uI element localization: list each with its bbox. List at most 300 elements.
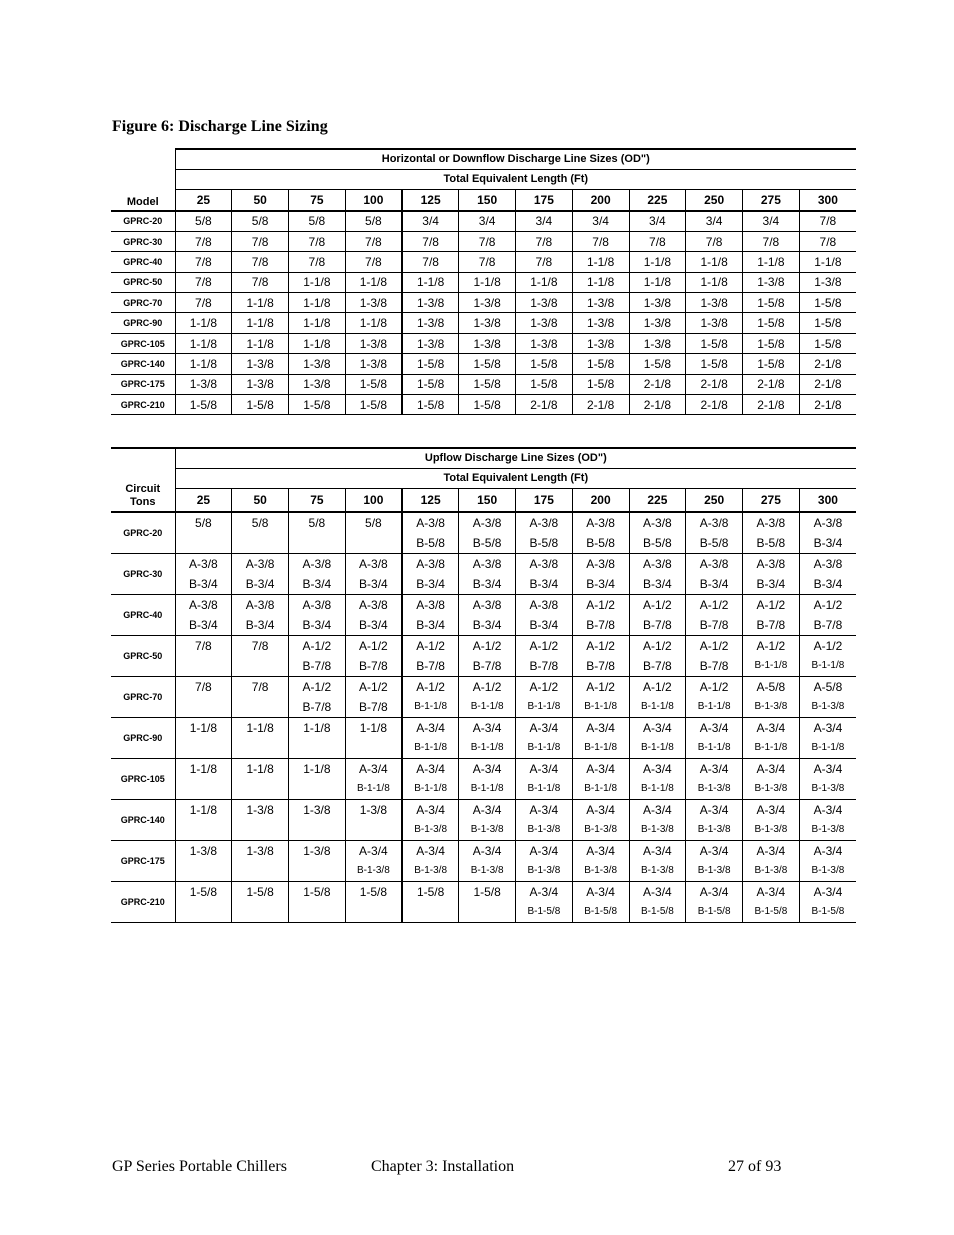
table2-value-cell — [686, 677, 743, 718]
table2-value-stack — [743, 718, 799, 758]
table2-value-cell — [402, 554, 459, 595]
table2-value-line-a: A-3/8 — [189, 598, 218, 612]
table2-value-stack — [743, 636, 799, 676]
table2-value-line-a: A-3/4 — [813, 721, 843, 735]
table1-value-cell: 7/8 — [232, 272, 289, 292]
table2-value-stack — [176, 677, 232, 717]
table1-value-cell: 1-5/8 — [686, 354, 743, 374]
table2-corner — [111, 448, 175, 468]
table2-value-line-b: B-7/8 — [416, 659, 445, 673]
table2-value-cell — [175, 718, 232, 759]
table2-value-stack — [289, 841, 345, 881]
table2-value-line-b: B-5/8 — [699, 536, 729, 550]
table2-value-cell — [799, 759, 856, 800]
table2-value-line-a: A-3/4 — [643, 885, 672, 899]
table2-value-line-a: A-3/8 — [416, 598, 445, 612]
table2-row — [111, 554, 856, 595]
table2-value-stack — [686, 800, 742, 840]
table1-model-cell: GPRC-30 — [111, 231, 175, 251]
table2-value-line-a: A-3/4 — [699, 885, 729, 899]
table2-value-line-b: B-1-1/8 — [640, 701, 674, 712]
table2-value-stack — [743, 513, 799, 553]
table2-value-line-b: B-3/4 — [189, 577, 218, 591]
table1-row — [111, 313, 856, 333]
table2-row — [111, 595, 856, 636]
table2-value-line-b: B-3/4 — [245, 577, 275, 591]
table2-value-stack — [573, 841, 629, 881]
table1-value-cell: 1-5/8 — [572, 374, 629, 394]
table1-row — [111, 231, 856, 251]
table1-value-cell: 1-3/8 — [345, 354, 402, 374]
table2-value-stack — [459, 595, 515, 635]
table2-value-line-a: A-3/4 — [813, 885, 843, 899]
table2-value-cell — [459, 554, 516, 595]
table1-value-cell: 1-1/8 — [175, 313, 232, 333]
table2-value-cell — [516, 677, 573, 718]
table2-value-line-b: B-1-3/8 — [527, 824, 561, 835]
table2-value-line-a: A-3/4 — [586, 803, 615, 817]
table1-length-header: 150 — [459, 189, 516, 211]
table1-subtitle: Total Equivalent Length (Ft) — [175, 169, 856, 189]
table1-value-cell: 1-1/8 — [345, 313, 402, 333]
table2-value-stack — [516, 718, 572, 758]
table2-value-stack — [403, 841, 458, 881]
table2-model-cell: GPRC-175 — [111, 841, 175, 882]
table1-value-cell: 1-5/8 — [799, 333, 856, 353]
table2-value-stack — [176, 595, 232, 635]
table2-value-line-b: B-1-1/8 — [414, 701, 448, 712]
table2-value-line-a: A-3/4 — [699, 762, 729, 776]
table2-value-cell — [402, 841, 459, 882]
table1-value-cell: 2-1/8 — [743, 395, 800, 415]
table1-value-cell: 1-3/8 — [799, 272, 856, 292]
table2-value-stack — [232, 636, 288, 676]
table2-value-line-a: A-3/8 — [245, 557, 275, 571]
table2-value-line-b: B-1-1/8 — [811, 660, 845, 671]
table2-value-cell — [459, 800, 516, 841]
table2-value-line-a: A-3/8 — [529, 557, 559, 571]
table2-length-header: 75 — [289, 488, 346, 512]
table2-value-cell — [572, 759, 629, 800]
table1-value-cell: 1-1/8 — [799, 252, 856, 272]
table1-value-cell: 1-3/8 — [459, 313, 516, 333]
table2-value-line-a: 1-5/8 — [246, 885, 274, 899]
table2-value-cell — [345, 800, 402, 841]
table2-model-cell: GPRC-70 — [111, 677, 175, 718]
table2-value-stack — [800, 513, 856, 553]
table2-value-line-a: A-3/4 — [643, 803, 672, 817]
table2-value-line-a: A-3/8 — [416, 516, 445, 530]
table1-value-cell: 5/8 — [175, 211, 232, 231]
table2-value-line-a: A-3/4 — [699, 803, 729, 817]
table2-value-cell — [175, 512, 232, 554]
table1-value-cell: 1-5/8 — [232, 395, 289, 415]
table2-value-stack — [630, 800, 686, 840]
table2-value-cell — [175, 554, 232, 595]
table2-value-stack — [630, 841, 686, 881]
table1-value-cell: 1-5/8 — [516, 354, 573, 374]
table1-row — [111, 211, 856, 231]
table2-value-line-b: B-7/8 — [359, 659, 388, 673]
table2-value-line-a: 1-3/8 — [189, 844, 218, 858]
table2-value-cell — [232, 636, 289, 677]
table2-value-cell — [232, 677, 289, 718]
table2-value-line-b: B-5/8 — [472, 536, 502, 550]
table2-value-cell — [345, 759, 402, 800]
table2-value-line-a: A-1/2 — [699, 680, 729, 694]
table2-value-line-a: A-3/8 — [699, 516, 729, 530]
table2-value-stack — [686, 595, 742, 635]
table2-value-stack — [232, 800, 288, 840]
table2-value-cell — [345, 512, 402, 554]
table2-value-line-b: B-5/8 — [586, 536, 615, 550]
table2-length-header: 225 — [629, 488, 686, 512]
table2-value-line-a: A-3/8 — [472, 598, 502, 612]
table2-value-line-a: 1-1/8 — [359, 721, 388, 735]
table2-value-line-a: 1-1/8 — [189, 803, 218, 817]
table1-value-cell: 3/4 — [686, 211, 743, 231]
table1-value-cell: 1-1/8 — [289, 333, 346, 353]
table2-value-stack — [232, 677, 288, 717]
table2-value-line-a: A-3/4 — [416, 844, 445, 858]
table2-model-cell: GPRC-140 — [111, 800, 175, 841]
table2-value-stack — [800, 636, 856, 676]
table1-value-cell: 3/4 — [629, 211, 686, 231]
table2-value-cell — [516, 595, 573, 636]
table2-value-cell — [629, 595, 686, 636]
table2-length-header: 150 — [459, 488, 516, 512]
table1-value-cell: 7/8 — [175, 252, 232, 272]
table2-length-header: 125 — [402, 488, 459, 512]
table1-value-cell: 1-5/8 — [799, 313, 856, 333]
table2-value-cell — [799, 512, 856, 554]
table2-value-line-a: A-3/8 — [359, 598, 388, 612]
table2-value-stack — [403, 677, 458, 717]
table2-value-line-b: B-1-5/8 — [811, 906, 845, 917]
table2-value-line-b: B-7/8 — [813, 618, 843, 632]
table2-value-stack — [176, 718, 232, 758]
table2-value-line-a: 1-3/8 — [246, 844, 274, 858]
table2-value-stack — [630, 759, 686, 799]
table2-value-stack — [403, 882, 458, 922]
table2-value-line-a: A-3/4 — [756, 803, 786, 817]
table2-value-stack — [686, 554, 742, 594]
table1-value-cell: 1-3/8 — [345, 333, 402, 353]
table1-length-row — [111, 189, 856, 211]
table1-value-cell: 1-3/8 — [686, 313, 743, 333]
table2-length-header: 175 — [516, 488, 573, 512]
table1-value-cell: 7/8 — [175, 293, 232, 313]
table2-value-stack — [232, 882, 288, 922]
table2-value-stack — [743, 677, 799, 717]
table2-value-cell — [289, 841, 346, 882]
table2-value-line-b: B-1-1/8 — [584, 742, 618, 753]
table2-value-stack — [403, 595, 458, 635]
table2-value-line-b: B-1-3/8 — [754, 865, 788, 876]
table2-value-line-a: A-3/4 — [756, 721, 786, 735]
table1-value-cell: 2-1/8 — [572, 395, 629, 415]
table2-value-stack — [800, 718, 856, 758]
table2-value-line-a: A-3/4 — [643, 844, 672, 858]
table2-value-stack — [459, 554, 515, 594]
table2-value-stack — [516, 841, 572, 881]
table1-value-cell: 1-1/8 — [232, 313, 289, 333]
table2-value-stack — [573, 718, 629, 758]
table2-row — [111, 677, 856, 718]
table2-value-stack — [573, 800, 629, 840]
table2-value-cell — [516, 800, 573, 841]
table2-row — [111, 718, 856, 759]
table1-value-cell: 1-3/8 — [516, 313, 573, 333]
table1-value-cell: 7/8 — [402, 231, 459, 251]
table2-value-line-b: B-3/4 — [302, 618, 332, 632]
table2-value-line-a: A-3/8 — [699, 557, 729, 571]
table2-value-cell — [743, 636, 800, 677]
table1-title-row — [111, 149, 856, 169]
table2-value-line-b: B-1-5/8 — [697, 906, 731, 917]
table2-value-cell — [232, 718, 289, 759]
table2-value-cell — [459, 595, 516, 636]
table2-value-line-b: B-3/4 — [416, 618, 445, 632]
table1-value-cell: 2-1/8 — [799, 395, 856, 415]
table2-value-line-b: B-1-3/8 — [811, 865, 845, 876]
table1-row — [111, 272, 856, 292]
table2-value-cell — [799, 595, 856, 636]
table1-value-cell: 2-1/8 — [799, 354, 856, 374]
table2-value-cell — [686, 718, 743, 759]
table2-value-cell — [402, 718, 459, 759]
table1-length-header: 225 — [629, 189, 686, 211]
table2-value-cell — [686, 759, 743, 800]
table2-value-line-b: B-1-1/8 — [754, 660, 788, 671]
table2-value-line-a: A-1/2 — [359, 680, 388, 694]
table2-length-header: 200 — [572, 488, 629, 512]
table2-value-cell — [799, 677, 856, 718]
table2-title-row — [111, 448, 856, 468]
table1-value-cell: 1-3/8 — [345, 293, 402, 313]
table2-value-line-a: A-1/2 — [699, 598, 729, 612]
table1-value-cell: 1-5/8 — [686, 333, 743, 353]
table2-value-cell — [516, 759, 573, 800]
table2-value-line-b: B-1-5/8 — [527, 906, 561, 917]
table2-value-line-b: B-1-1/8 — [584, 701, 618, 712]
table2-value-stack — [232, 718, 288, 758]
table2-value-stack — [459, 800, 515, 840]
table2-value-stack — [459, 513, 515, 553]
table2-value-line-a: A-3/4 — [699, 721, 729, 735]
table2-value-cell — [686, 882, 743, 923]
table2-value-cell — [402, 512, 459, 554]
table1-value-cell: 1-3/8 — [572, 293, 629, 313]
table2-value-cell — [345, 595, 402, 636]
table2-value-line-b: B-3/4 — [586, 577, 615, 591]
table2-value-stack — [573, 513, 629, 553]
table1-value-cell: 2-1/8 — [799, 374, 856, 394]
table2-value-line-a: A-3/4 — [756, 762, 786, 776]
table2-value-stack — [686, 718, 742, 758]
table2-value-cell — [686, 636, 743, 677]
table2-value-line-a: 1-5/8 — [416, 885, 445, 899]
table1-value-cell: 1-3/8 — [629, 333, 686, 353]
table2-value-stack — [176, 800, 232, 840]
table2-value-cell — [629, 759, 686, 800]
table2-value-line-b: B-3/4 — [699, 577, 729, 591]
table2-value-stack — [403, 759, 458, 799]
table2-value-cell — [743, 677, 800, 718]
table2-value-cell — [516, 554, 573, 595]
table2-value-cell — [175, 595, 232, 636]
table2-value-stack — [800, 554, 856, 594]
table2-value-stack — [459, 718, 515, 758]
table2-value-cell — [516, 636, 573, 677]
table2-value-stack — [176, 636, 232, 676]
table1-value-cell: 1-3/8 — [459, 293, 516, 313]
table2-value-line-a: 1-5/8 — [473, 885, 501, 899]
table2-value-line-a: A-3/8 — [586, 557, 615, 571]
table1-length-header: 200 — [572, 189, 629, 211]
table2-value-line-b: B-7/8 — [586, 659, 615, 673]
table2-value-cell — [686, 554, 743, 595]
table2-value-cell — [232, 800, 289, 841]
table1-value-cell: 1-3/8 — [629, 313, 686, 333]
table2-value-cell — [459, 677, 516, 718]
table1-length-header: 100 — [345, 189, 402, 211]
table2-value-line-b: B-7/8 — [643, 659, 672, 673]
table1-value-cell: 1-3/8 — [459, 333, 516, 353]
table1-value-cell: 1-1/8 — [175, 354, 232, 374]
table2-length-header: 300 — [799, 488, 856, 512]
upflow-discharge-table — [111, 447, 856, 923]
table2-value-stack — [176, 513, 232, 553]
table2-value-stack — [403, 513, 458, 553]
table1-value-cell: 1-3/8 — [402, 293, 459, 313]
table2-header — [111, 448, 856, 512]
table2-value-cell — [743, 595, 800, 636]
table2-value-stack — [289, 882, 345, 922]
table2-value-line-a: 1-1/8 — [246, 762, 274, 776]
table2-value-cell — [799, 718, 856, 759]
table2-value-cell — [345, 841, 402, 882]
table2-value-line-b: B-3/4 — [529, 577, 559, 591]
table1-value-cell: 1-3/8 — [175, 374, 232, 394]
table2-length-header: 100 — [345, 488, 402, 512]
table2-value-cell — [799, 841, 856, 882]
table2-value-stack — [743, 595, 799, 635]
table2-value-cell — [232, 554, 289, 595]
table1-value-cell: 1-5/8 — [799, 293, 856, 313]
table2-value-line-b: B-1-1/8 — [640, 742, 674, 753]
table2-value-stack — [800, 800, 856, 840]
table2-value-line-b: B-1-1/8 — [527, 783, 561, 794]
table2-value-line-a: 1-3/8 — [303, 803, 331, 817]
footer-center: Chapter 3: Installation — [371, 1158, 515, 1175]
table1-value-cell: 7/8 — [686, 231, 743, 251]
table2-value-cell — [289, 677, 346, 718]
table1-value-cell: 1-1/8 — [232, 333, 289, 353]
table2-value-line-a: A-1/2 — [416, 639, 445, 653]
table1-row — [111, 374, 856, 394]
table2-value-stack — [289, 759, 345, 799]
table2-value-line-a: A-3/4 — [586, 844, 615, 858]
table2-value-line-a: 1-5/8 — [189, 885, 218, 899]
table2-value-stack — [403, 554, 458, 594]
table2-value-cell — [289, 512, 346, 554]
table2-value-line-b: B-7/8 — [586, 618, 615, 632]
table1-value-cell: 7/8 — [799, 231, 856, 251]
table2-value-line-b: B-7/8 — [302, 659, 332, 673]
table2-value-stack — [459, 841, 515, 881]
table2-value-line-a: A-1/2 — [302, 680, 332, 694]
table2-model-cell: GPRC-105 — [111, 759, 175, 800]
table2-value-line-a: A-3/4 — [529, 885, 559, 899]
table2-value-line-a: A-1/2 — [586, 680, 615, 694]
table2-model-cell: GPRC-50 — [111, 636, 175, 677]
table1-value-cell: 1-5/8 — [459, 354, 516, 374]
table1-header — [111, 149, 856, 211]
table2-value-line-a: A-1/2 — [416, 680, 445, 694]
table2-value-line-a: 1-1/8 — [303, 762, 331, 776]
table2-value-line-a: A-3/8 — [813, 516, 843, 530]
table1-length-header: 275 — [743, 189, 800, 211]
table1-value-cell: 1-1/8 — [232, 293, 289, 313]
table2-value-cell — [175, 759, 232, 800]
table1-value-cell: 5/8 — [289, 211, 346, 231]
table2-length-header: 50 — [232, 488, 289, 512]
table1-value-cell: 1-3/8 — [402, 313, 459, 333]
table2-value-cell — [743, 759, 800, 800]
table2-value-stack — [232, 513, 288, 553]
table2-value-line-a: A-3/8 — [529, 516, 559, 530]
table1-value-cell: 1-1/8 — [686, 252, 743, 272]
table2-value-stack — [573, 554, 629, 594]
table1-value-cell: 2-1/8 — [686, 395, 743, 415]
table1-value-cell: 1-3/8 — [232, 354, 289, 374]
table2-value-line-b: B-1-1/8 — [811, 742, 845, 753]
table2-value-line-b: B-7/8 — [699, 659, 729, 673]
table2-value-line-a: A-3/8 — [756, 557, 786, 571]
table2-value-cell — [629, 718, 686, 759]
table2-value-line-b: B-1-1/8 — [527, 701, 561, 712]
table2-value-line-a: A-3/4 — [813, 844, 843, 858]
table2-value-cell — [799, 882, 856, 923]
table1-value-cell: 1-5/8 — [459, 395, 516, 415]
table2-value-cell — [289, 882, 346, 923]
table2-value-line-b: B-3/4 — [643, 577, 672, 591]
table1-value-cell: 1-1/8 — [402, 272, 459, 292]
table2-value-line-a: A-3/4 — [359, 844, 388, 858]
table2-value-line-a: 7/8 — [195, 680, 212, 694]
table2-value-stack — [289, 718, 345, 758]
table2-value-line-a: 5/8 — [308, 516, 326, 530]
table2-value-line-a: A-5/8 — [756, 680, 786, 694]
table2-value-stack — [289, 636, 345, 676]
table2-value-cell — [459, 636, 516, 677]
table2-value-line-a: A-3/8 — [643, 557, 672, 571]
table2-value-line-b: B-1-3/8 — [640, 824, 674, 835]
table2-value-line-a: A-3/4 — [529, 721, 559, 735]
table1-corner-2 — [111, 169, 175, 189]
table2-value-line-a: A-3/4 — [586, 885, 615, 899]
table2-value-cell — [572, 554, 629, 595]
table2-value-stack — [743, 554, 799, 594]
table2-value-line-b: B-1-3/8 — [811, 701, 845, 712]
table2-value-line-a: A-3/8 — [472, 516, 502, 530]
table1-value-cell: 1-3/8 — [686, 293, 743, 313]
table2-value-line-b: B-1-5/8 — [640, 906, 674, 917]
table2-value-line-a: A-3/8 — [189, 557, 218, 571]
table2-value-stack — [289, 513, 345, 553]
table2-row-header-line1: Circuit — [125, 483, 161, 495]
